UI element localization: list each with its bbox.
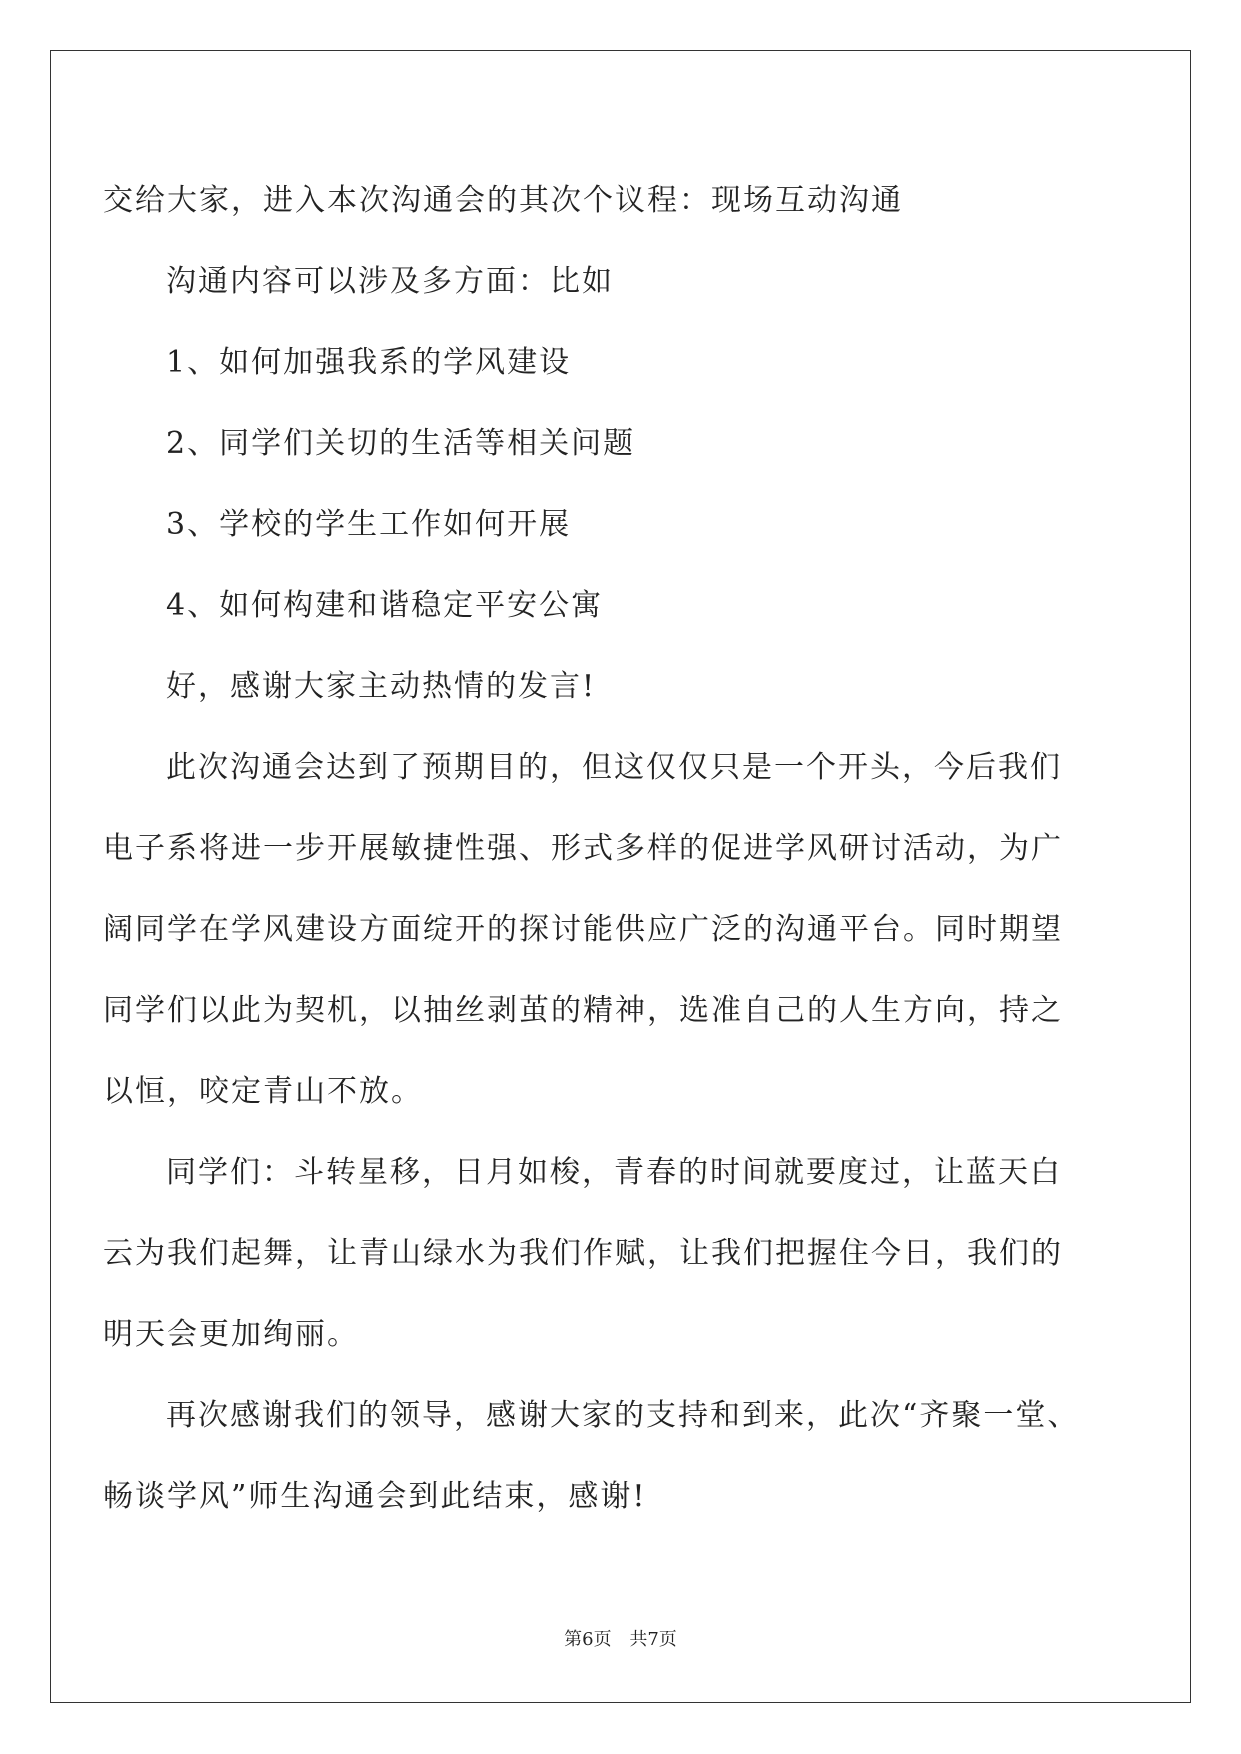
paragraph: 沟通内容可以涉及多方面：比如 bbox=[166, 264, 614, 299]
paragraph-line: 云为我们起舞，让青山绿水为我们作赋，让我们把握住今日，我们的 bbox=[103, 1236, 1063, 1271]
document-body bbox=[103, 160, 1103, 1537]
paragraph-line: 此次沟通会达到了预期目的，但这仅仅只是一个开头，今后我们 bbox=[166, 750, 1062, 785]
page-footer bbox=[0, 1625, 1241, 1651]
paragraph-line: 阔同学在学风建设方面绽开的探讨能供应广泛的沟通平台。同时期望 bbox=[103, 912, 1063, 947]
paragraph-line: 明天会更加绚丽。 bbox=[103, 1317, 359, 1352]
list-item: 3、学校的学生工作如何开展 bbox=[166, 507, 572, 542]
list-item: 4、如何构建和谐稳定平安公寓 bbox=[166, 588, 604, 623]
paragraph: 交给大家，进入本次沟通会的其次个议程：现场互动沟通 bbox=[103, 183, 903, 218]
list-item: 1、如何加强我系的学风建设 bbox=[166, 345, 572, 380]
page-total: 共7页 bbox=[629, 1629, 677, 1650]
paragraph-line: 畅谈学风”师生沟通会到此结束，感谢! bbox=[103, 1479, 647, 1514]
paragraph-line: 再次感谢我们的领导，感谢大家的支持和到来，此次“齐聚一堂、 bbox=[166, 1398, 1080, 1433]
paragraph-line: 以恒，咬定青山不放。 bbox=[103, 1074, 423, 1109]
paragraph-line: 电子系将进一步开展敏捷性强、形式多样的促进学风研讨活动，为广 bbox=[103, 831, 1063, 866]
paragraph: 好，感谢大家主动热情的发言! bbox=[166, 669, 597, 704]
page-number: 第6页 bbox=[564, 1629, 612, 1650]
paragraph-line: 同学们：斗转星移，日月如梭，青春的时间就要度过，让蓝天白 bbox=[166, 1155, 1062, 1190]
paragraph-line: 同学们以此为契机，以抽丝剥茧的精神，选准自己的人生方向，持之 bbox=[103, 993, 1063, 1028]
list-item: 2、同学们关切的生活等相关问题 bbox=[166, 426, 636, 461]
